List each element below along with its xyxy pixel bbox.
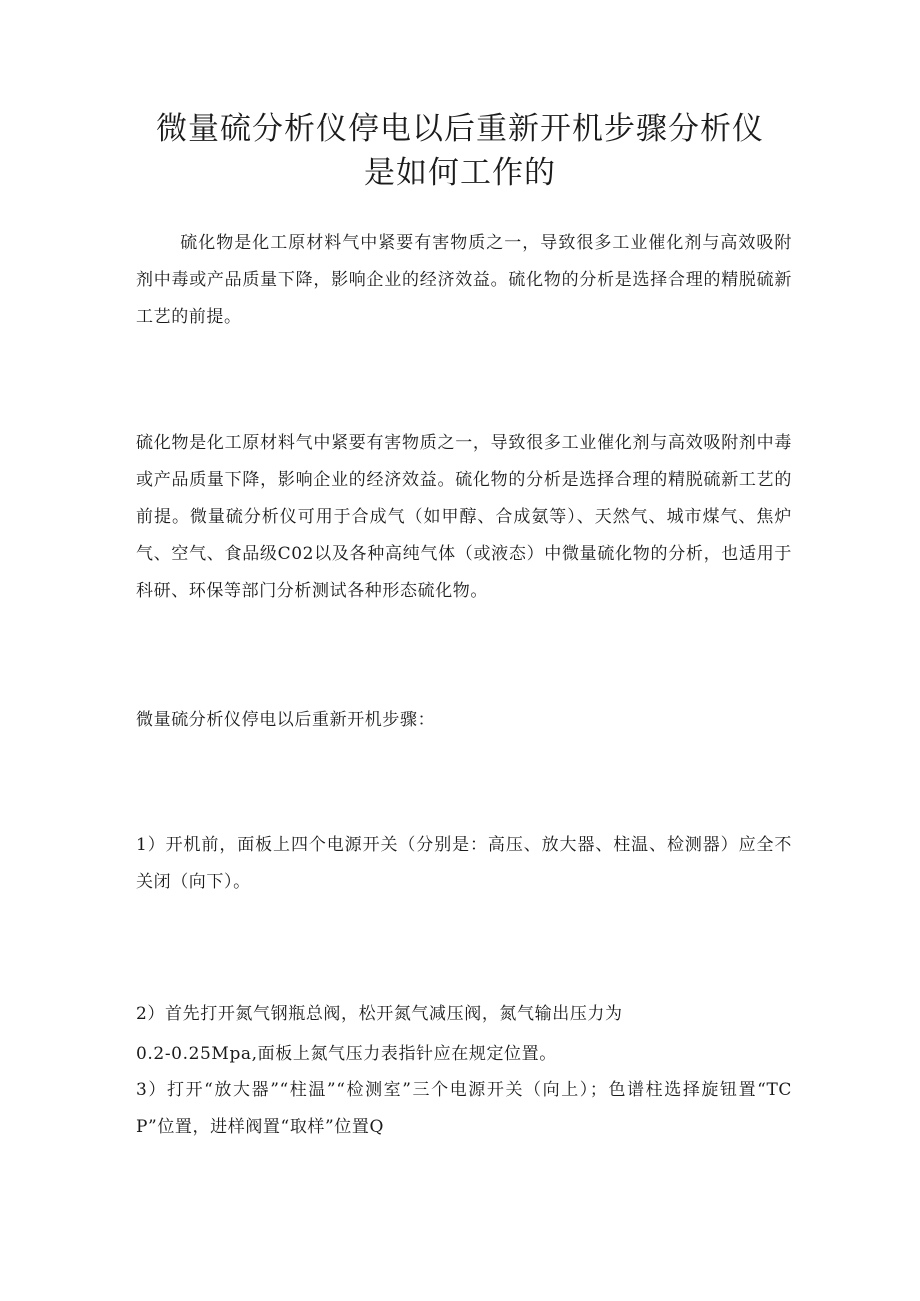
steps-heading: 微量硫分析仪停电以后重新开机步骤： bbox=[136, 710, 436, 730]
intro-paragraph: 硫化物是化工原材料气中紧要有害物质之一，导致很多工业催化剂与高效吸附剂中毒或产品质量下降，影响企业的经济效益。硫化物的分析是选择合理的精脱硫新工艺的前提。 bbox=[136, 233, 792, 327]
step-1: 1）开机前，面板上四个电源开关（分别是：高压、放大器、柱温、检测器）应全不关闭（向下）。 bbox=[136, 835, 792, 892]
step-2-line-2: 0.2-0.25Mpa,面板上氮气压力表指针应在规定位置。 bbox=[136, 1044, 557, 1064]
document-title-line-1: 微量硫分析仪停电以后重新开机步骤分析仪 bbox=[156, 111, 764, 147]
document-title-line-2: 是如何工作的 bbox=[364, 155, 556, 191]
description-paragraph: 硫化物是化工原材料气中紧要有害物质之一，导致很多工业催化剂与高效吸附剂中毒或产品质量下降，影响企业的经济效益。硫化物的分析是选择合理的精脱硫新工艺的前提。微量硫分析仪可用于合成气（如甲醇、合成氨等）、天然气、城市煤气、焦炉气、空气、食品级C02以及各种高纯气体（或液态）中微量硫化物的分析，也适用于科研、环保等部门分析测试各种形态硫化物。 bbox=[136, 433, 792, 601]
step-3: 3）打开“放大器”“柱温”“检测室”三个电源开关（向上）；色谱柱选择旋钮置“TCP”位置，进样阀置“取样”位置Q bbox=[136, 1080, 792, 1137]
step-2-line-1: 2）首先打开氮气钢瓶总阀，松开氮气减压阀，氮气输出压力为 bbox=[136, 1004, 623, 1024]
